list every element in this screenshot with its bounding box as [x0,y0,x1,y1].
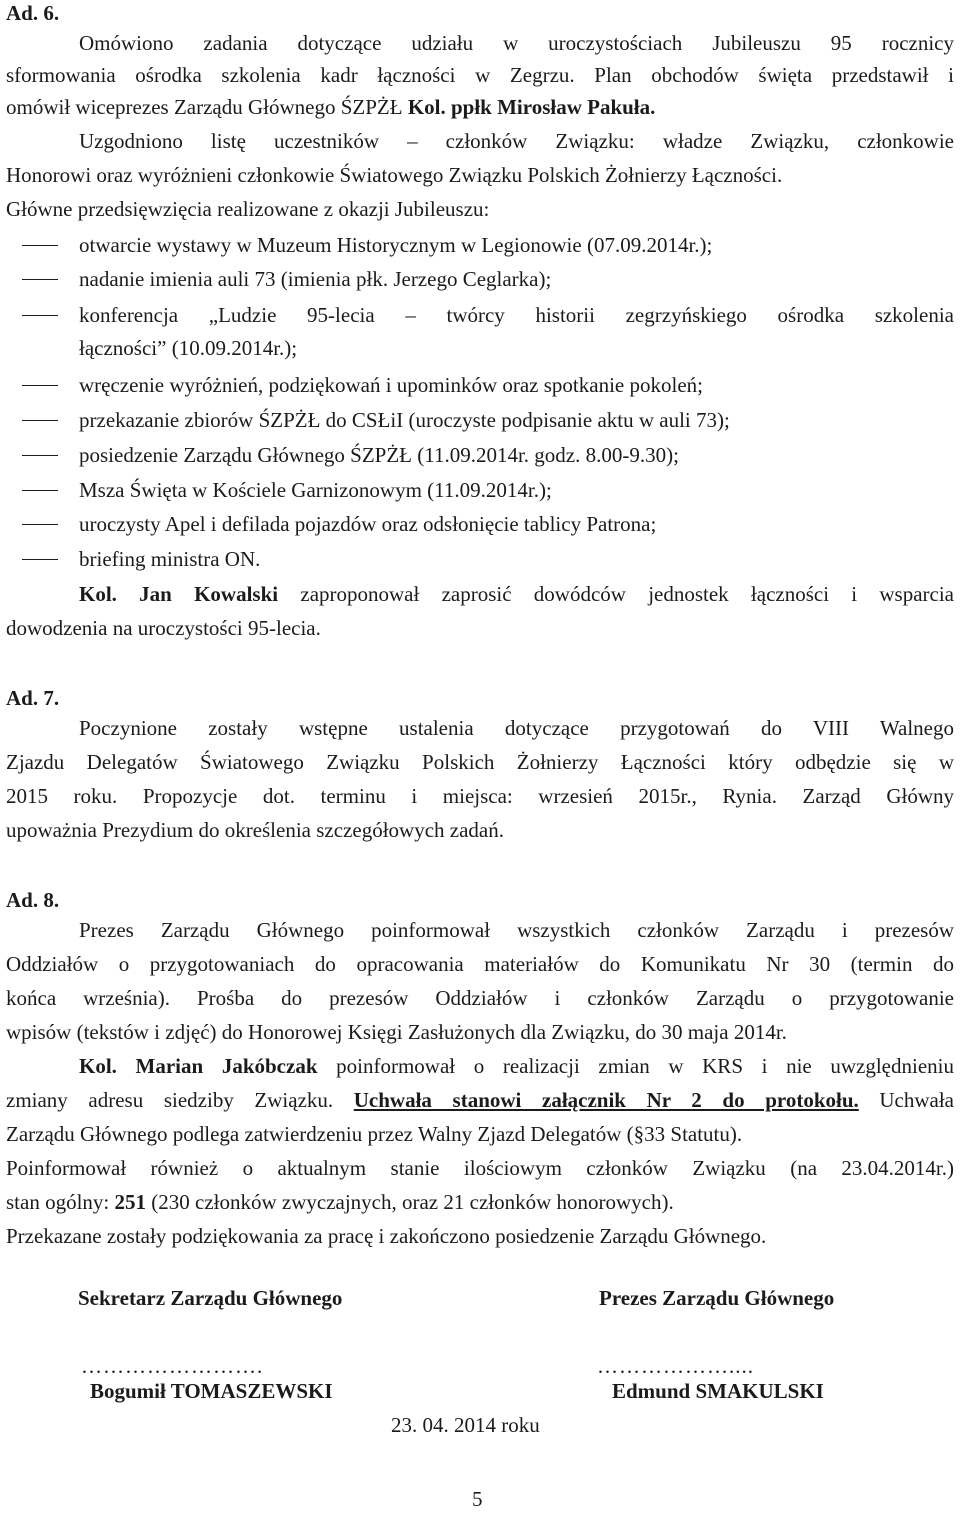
list-item: otwarcie wystawy w Muzeum Historycznym w Legionowie (07.09.2014r.); [79,233,713,257]
signature-right-line: ……………….... [597,1354,754,1378]
bullet-dash [22,455,58,456]
list-item: przekazanie zbiorów ŚZPŻŁ do CSŁiI (uroczyste podpisanie aktu w auli 73); [79,408,730,432]
list-item: wręczenie wyróżnień, podziękowań i upominków oraz spotkanie pokoleń; [79,373,703,397]
ad6-paragraph3-line2: dowodzenia na uroczystości 95-lecia. [6,616,321,640]
bullet-dash [22,279,58,280]
ad8-line5: Kol. Marian Jakóbczak poinformował o realizacji zmian w KRS i nie uwzględnieniu [79,1054,954,1078]
ad6-paragraph2-line3: Główne przedsięwzięcia realizowane z okazji Jubileuszu: [6,197,490,221]
ad7-line3: 2015 roku. Propozycje dot. terminu i miejsca: wrzesień 2015r., Rynia. Zarząd Główny [6,784,954,808]
ad6-paragraph1-line2: sformowania ośrodka szkolenia kadr łączności w Zegrzu. Plan obchodów święta przedstawił i [6,63,954,87]
ad8-line1: Prezes Zarządu Głównego poinformował wszystkich członków Zarządu i prezesów [79,918,954,942]
ad7-line2: Zjazdu Delegatów Światowego Związku Polskich Żołnierzy Łączności który odbędzie się w [6,750,954,774]
ad8-line9: stan ogólny: 251 (230 członków zwyczajnych, oraz 21 członków honorowych). [6,1190,674,1214]
signature-date: 23. 04. 2014 roku [391,1413,540,1437]
bullet-dash [22,385,58,386]
bullet-dash [22,315,58,316]
ad8-line6: zmiany adresu siedziby Związku. Uchwała stanowi załącznik Nr 2 do protokołu. Uchwała [6,1088,954,1112]
ad8-line10: Przekazane zostały podziękowania za pracę i zakończono posiedzenie Zarządu Głównego. [6,1224,767,1248]
list-item-continuation: łączności” (10.09.2014r.); [79,336,298,360]
section-heading-ad8: Ad. 8. [6,888,60,912]
page-number: 5 [472,1487,483,1511]
list-item: briefing ministra ON. [79,547,261,571]
ad7-line4: upoważnia Prezydium do określenia szczegółowych zadań. [6,818,504,842]
signature-left-name: Bogumił TOMASZEWSKI [90,1379,333,1403]
bullet-dash [22,524,58,525]
list-item: nadanie imienia auli 73 (imienia płk. Jerzego Ceglarka); [79,267,552,291]
list-item: konferencja „Ludzie 95-lecia – twórcy historii zegrzyńskiego ośrodka szkolenia [79,303,954,327]
signature-left-line: ……………………. [81,1354,264,1378]
bullet-dash [22,245,58,246]
bullet-dash [22,420,58,421]
ad6-paragraph3-line1: Kol. Jan Kowalski zaproponował zaprosić dowódców jednostek łączności i wsparcia [79,582,954,606]
ad8-line7: Zarządu Głównego podlega zatwierdzeniu przez Walny Zjazd Delegatów (§33 Statutu). [6,1122,743,1146]
ad8-line8: Poinformował również o aktualnym stanie ilościowym członków Związku (na 23.04.2014r.) [6,1156,954,1180]
list-item: uroczysty Apel i defilada pojazdów oraz odsłonięcie tablicy Patrona; [79,512,657,536]
ad6-paragraph1-line3: omówił wiceprezes Zarządu Głównego ŚZPŻŁ Kol. ppłk Mirosław Pakuła. [6,95,656,119]
list-item: posiedzenie Zarządu Głównego ŚZPŻŁ (11.09.2014r. godz. 8.00-9.30); [79,443,679,467]
ad6-paragraph2-line2: Honorowi oraz wyróżnieni członkowie Światowego Związku Polskich Żołnierzy Łączności. [6,163,783,187]
ad8-line3: końca września). Prośba do prezesów Oddziałów i członków Zarządu o przygotowanie [6,986,954,1010]
ad6-paragraph2-line1: Uzgodniono listę uczestników – członków Związku: władze Związku, członkowie [79,129,954,153]
ad8-line4: wpisów (tekstów i zdjęć) do Honorowej Księgi Zasłużonych dla Związku, do 30 maja 2014r. [6,1020,787,1044]
ad8-line2: Oddziałów o przygotowaniach do opracowania materiałów do Komunikatu Nr 30 (termin do [6,952,954,976]
ad7-line1: Poczynione zostały wstępne ustalenia dotyczące przygotowań do VIII Walnego [79,716,954,740]
signature-right-name: Edmund SMAKULSKI [612,1379,824,1403]
signature-left-title: Sekretarz Zarządu Głównego [78,1286,343,1310]
list-item: Msza Święta w Kościele Garnizonowym (11.09.2014r.); [79,478,552,502]
signature-right-title: Prezes Zarządu Głównego [599,1286,835,1310]
bullet-dash [22,490,58,491]
section-heading-ad6: Ad. 6. [6,1,60,25]
attachment-reference: Uchwała stanowi załącznik Nr 2 do protokołu. [353,1088,859,1112]
ad6-paragraph1-line1: Omówiono zadania dotyczące udziału w uroczystościach Jubileuszu 95 rocznicy [79,31,954,55]
bullet-dash [22,559,58,560]
section-heading-ad7: Ad. 7. [6,686,60,710]
